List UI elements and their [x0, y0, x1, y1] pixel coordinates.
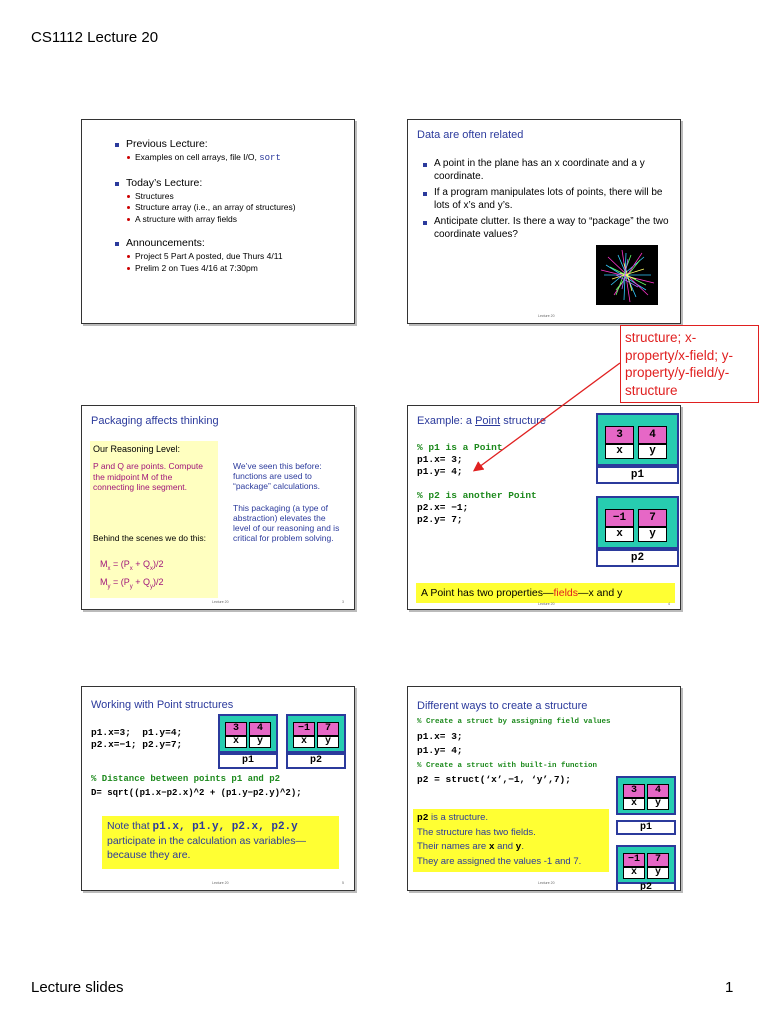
p1-x-field: x — [605, 444, 634, 459]
reasoning-heading: Our Reasoning Level: — [93, 444, 181, 454]
page-footer-label: Lecture slides — [31, 979, 124, 996]
note-text: participate in the calculation as variables—because they are. — [107, 835, 307, 861]
note-text: and — [494, 841, 516, 852]
behind-the-scenes-text: Behind the scenes we do this: — [93, 533, 206, 543]
note-code: p1.x, p1.y, p2.x, p2.y — [152, 821, 298, 833]
code-line: p1.y= 4; — [417, 466, 463, 477]
note-code-x: x — [488, 841, 495, 852]
bullet: If a program manipulates lots of points, there will be lots of x’s and y’s. — [420, 187, 672, 212]
slide-number: 5 — [342, 881, 344, 885]
slide-footer: Lecture 20 — [212, 881, 229, 885]
bullet-announcements — [112, 237, 352, 274]
note-line: The structure has two fields. — [417, 826, 536, 838]
p2-x-field: x — [605, 527, 634, 542]
p1-y-value: 4 — [647, 784, 669, 798]
point-p1-label: p1 — [596, 466, 679, 484]
p2-y-value: 7 — [317, 722, 339, 736]
note-text: Their names are — [417, 841, 489, 852]
bullet: A point in the plane has an x coordinate and a y coordinate. — [420, 158, 672, 183]
point-p2-box — [286, 714, 346, 753]
sub-bullet-text: Examples on cell arrays, file I/O, — [135, 152, 260, 162]
note-text: is a structure. — [428, 812, 489, 823]
title-suffix: structure — [500, 415, 547, 427]
slide-footer: Lecture 20 — [212, 600, 229, 604]
structure-note — [413, 809, 609, 872]
equation-y: $M_y = (P_y + Q_y)/2$ — [100, 576, 164, 590]
note-text: . — [521, 841, 524, 852]
note-line: They are assigned the values -1 and 7. — [417, 855, 582, 867]
p1-y-field: y — [249, 736, 271, 748]
slide-1 — [81, 119, 355, 324]
p1-x-value: 3 — [605, 426, 634, 444]
slide-3 — [81, 405, 355, 610]
bullet-previous-lecture — [112, 138, 352, 165]
sub-bullet: A structure with array fields — [126, 214, 352, 226]
slide-number: 3 — [342, 600, 344, 604]
code-line: D= sqrt((p1.x−p2.x)^2 + (p1.y−p2.y)^2); — [91, 788, 302, 798]
p1-y-field: y — [647, 798, 669, 810]
reasoning-box — [90, 441, 218, 598]
slide-5 — [81, 686, 355, 891]
page-number: 1 — [725, 979, 734, 996]
slide-number: 4 — [668, 602, 670, 606]
bullet-label: Previous Lecture: — [126, 138, 208, 150]
note-line — [417, 840, 605, 855]
page-header: CS1112 Lecture 20 — [31, 29, 159, 46]
reasoning-text: P and Q are points. Compute the midpoint M of the connecting line segment. — [93, 461, 203, 492]
code-line: p1.x= 3; — [417, 730, 463, 742]
slide-footer: Lecture 20 — [538, 314, 555, 318]
sub-bullet: Project 5 Part A posted, due Thurs 4/11 — [126, 251, 352, 263]
annotation-comment: structure; x-property/x-field; y-property/y-field/y-structure — [620, 325, 759, 403]
bullet-label: Announcements: — [126, 237, 205, 249]
p2-x-value: −1 — [293, 722, 315, 736]
note-line — [417, 811, 605, 826]
slide-2 — [407, 119, 681, 324]
p2-x-field: x — [623, 867, 645, 879]
code-line: p1.x= 3; — [417, 454, 463, 465]
point-p1-label: p1 — [616, 820, 676, 835]
point-p2-box — [616, 845, 676, 884]
p1-x-field: x — [623, 798, 645, 810]
sub-bullet — [126, 152, 352, 165]
code-comment: % p1 is a Point — [417, 442, 503, 453]
code-line: p2.x=−1; p2.y=7; — [91, 739, 183, 750]
code-line: p2.x= −1; — [417, 502, 469, 513]
point-p1-box — [218, 714, 278, 753]
point-p2-label: p2 — [616, 882, 676, 891]
p1-y-value: 4 — [638, 426, 667, 444]
slide-6 — [407, 686, 681, 891]
scatter-points-image — [596, 245, 658, 305]
p1-x-field: x — [225, 736, 247, 748]
code-line: p2.y= 7; — [417, 514, 463, 525]
note-text: A Point has two properties— — [421, 587, 554, 599]
code-line: p1.x=3; p1.y=4; — [91, 727, 183, 738]
note-code: p2 — [417, 812, 429, 823]
code-comment: % Create a struct by assigning field values — [417, 718, 611, 726]
p2-x-field: x — [293, 736, 315, 748]
sub-bullet: Structure array (i.e., an array of structures) — [126, 202, 352, 214]
title-prefix: Example: a — [417, 415, 476, 427]
p1-x-value: 3 — [225, 722, 247, 736]
bullet: Anticipate clutter. Is there a way to “package” the two coordinate values? — [420, 216, 669, 241]
equation-x: $M_x = (P_x + Q_x)/2$ — [100, 559, 164, 572]
sub-bullet: Prelim 2 on Tues 4/16 at 7:30pm — [126, 263, 352, 275]
slide-title: Working with Point structures — [91, 699, 234, 711]
variables-note — [102, 816, 339, 869]
p2-y-field: y — [317, 736, 339, 748]
bullet-todays-lecture — [112, 177, 352, 226]
bullet-label: Today’s Lecture: — [126, 176, 203, 189]
slide-title: Data are often related — [417, 129, 524, 141]
midpoint-equations — [100, 558, 164, 594]
sub-bullet: Structures — [126, 191, 352, 203]
p1-x-value: 3 — [623, 784, 645, 798]
title-point-link: Point — [475, 415, 501, 427]
code-comment: % Create a struct with built-in function — [417, 761, 598, 770]
note-text: —x and y — [578, 587, 623, 599]
p1-y-value: 4 — [249, 722, 271, 736]
p1-y-field: y — [638, 444, 667, 459]
annotation-arrow — [460, 355, 630, 480]
packaging-explanation — [233, 461, 345, 543]
code-line: p1.y= 4; — [417, 745, 463, 756]
inline-code: sort — [259, 153, 281, 163]
note-code-y: y — [515, 841, 522, 852]
note-fields-word: fields — [553, 587, 579, 599]
slide-footer: Lecture 20 — [538, 602, 555, 606]
code-block — [91, 727, 182, 751]
code-block — [417, 715, 611, 788]
point-p1-label: p1 — [218, 753, 278, 769]
code-comment: % p2 is another Point — [417, 490, 537, 501]
point-p2-label: p2 — [596, 549, 679, 567]
p2-y-field: y — [647, 867, 669, 879]
p2-y-value: 7 — [638, 509, 667, 527]
p2-x-value: −1 — [623, 853, 645, 867]
slide-title: Different ways to create a structure — [417, 700, 588, 712]
code-comment: % Distance between points p1 and p2 — [91, 774, 281, 784]
code-line: p2 = struct(‘x’,−1, ‘y’,7); — [417, 774, 571, 785]
note-text: Note that — [107, 820, 153, 832]
point-p1-box — [616, 776, 676, 815]
fields-note — [416, 583, 675, 603]
p2-x-value: −1 — [605, 509, 634, 527]
p2-y-value: 7 — [647, 853, 669, 867]
p2-y-field: y — [638, 527, 667, 542]
point-p2-label: p2 — [286, 753, 346, 769]
slide-title: Packaging affects thinking — [91, 415, 219, 427]
functions-note: We’ve seen this before: functions are used to “package” calculations. — [233, 461, 322, 491]
abstraction-note: This packaging (a type of abstraction) elevates the level of our reasoning and is critical for problem solving. — [233, 503, 340, 543]
point-p2-box — [596, 496, 679, 549]
slide-footer: Lecture 20 — [538, 881, 555, 885]
